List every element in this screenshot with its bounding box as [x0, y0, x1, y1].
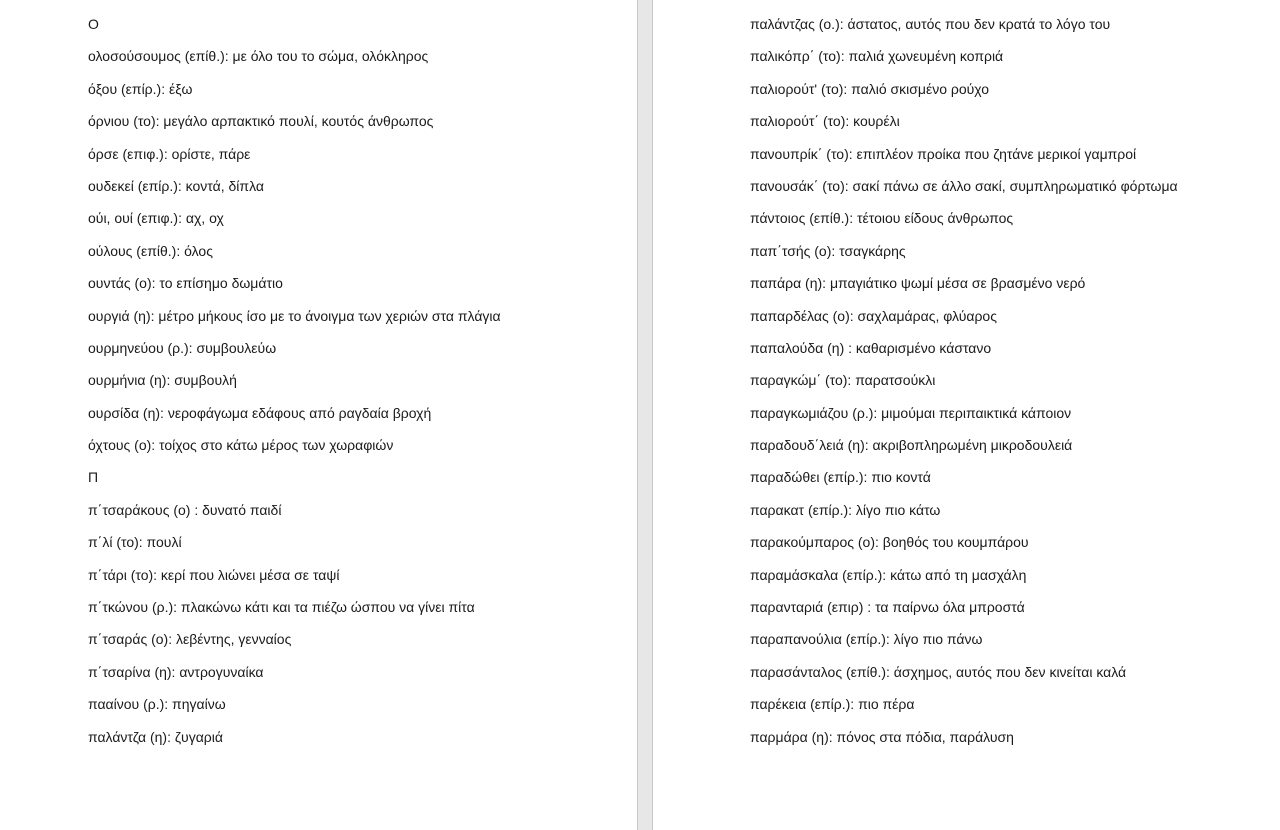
- glossary-entry: παλάντζας (ο.): άστατος, αυτός που δεν κρατά το λόγο του: [750, 16, 1111, 32]
- glossary-entry: παραμάσκαλα (επίρ.): κάτω από τη μασχάλη: [750, 566, 1027, 583]
- glossary-entry: παραδώθει (επίρ.): πιο κοντά: [750, 469, 931, 486]
- glossary-entry: πάντοιος (επίθ.): τέτοιου είδους άνθρωπος: [750, 210, 1014, 227]
- glossary-entry: παλιορούτ΄ (το): κουρέλι: [750, 113, 900, 130]
- glossary-entry: παρμάρα (η): πόνος στα πόδια, παράλυση: [750, 728, 1014, 745]
- glossary-entry: παραπανούλια (επίρ.): λίγο πιο πάνω: [750, 631, 983, 648]
- glossary-entry: όρνιου (το): μεγάλο αρπακτικό πουλί, κουτός άνθρωπος: [88, 113, 434, 130]
- glossary-entry: παρέκεια (επίρ.): πιο πέρα: [750, 696, 915, 713]
- glossary-entry: παραδουδ΄λειά (η): ακριβοπληρωμένη μικροδουλειά: [750, 437, 1073, 454]
- glossary-list-left: [88, 14, 501, 759]
- glossary-entry: παρασάνταλος (επίθ.): άσχημος, αυτός που δεν κινείται καλά: [750, 663, 1127, 680]
- glossary-list-right: [750, 14, 1178, 759]
- glossary-entry: ολοσούσουμος (επίθ.): με όλο του το σώμα, ολόκληρος: [88, 48, 429, 65]
- glossary-entry: παρακούμπαρος (ο): βοηθός του κουμπάρου: [750, 534, 1029, 551]
- glossary-entry: ουρσίδα (η): νεροφάγωμα εδάφους από ραγδαία βροχή: [88, 404, 432, 421]
- glossary-entry: παλιορούτ' (το): παλιό σκισμένο ρούχο: [750, 80, 990, 97]
- glossary-entry: παρανταριά (επιρ) : τα παίρνω όλα μπροστά: [750, 599, 1025, 616]
- glossary-entry: παπ΄τσής (ο): τσαγκάρης: [750, 242, 906, 259]
- glossary-entry: παπαλούδα (η) : καθαρισμένο κάστανο: [750, 339, 992, 356]
- glossary-entry: ουδεκεί (επίρ.): κοντά, δίπλα: [88, 177, 264, 194]
- glossary-entry: όρσε (επιφ.): ορίστε, πάρε: [88, 145, 251, 162]
- document-page-left: [0, 0, 637, 830]
- glossary-entry: π΄τκώνου (ρ.): πλακώνω κάτι και τα πιέζω ώσπου να γίνει πίτα: [88, 599, 475, 616]
- glossary-entry: όξου (επίρ.): έξω: [88, 80, 193, 97]
- glossary-entry: παλάντζα (η): ζυγαριά: [88, 728, 223, 745]
- glossary-entry: πααίνου (ρ.): πηγαίνω: [88, 696, 226, 713]
- glossary-entry: ουρμηνεύου (ρ.): συμβουλεύω: [88, 339, 277, 356]
- glossary-entry: ούι, ουί (επιφ.): αχ, οχ: [88, 210, 224, 227]
- glossary-entry: παρακατ (επίρ.): λίγο πιο κάτω: [750, 501, 941, 518]
- glossary-entry: παπάρα (η): μπαγιάτικο ψωμί μέσα σε βρασμένο νερό: [750, 275, 1086, 292]
- glossary-entry: παραγκωμιάζου (ρ.): μιμούμαι περιπαικτικά κάποιον: [750, 404, 1072, 421]
- glossary-entry: πανουσάκ΄ (το): σακί πάνω σε άλλο σακί, συμπληρωματικό φόρτωμα: [750, 177, 1178, 194]
- glossary-entry: παλικόπρ΄ (το): παλιά χωνευμένη κοπριά: [750, 48, 1004, 65]
- glossary-entry: παπαρδέλας (ο): σαχλαμάρας, φλύαρος: [750, 307, 997, 324]
- glossary-entry: ουργιά (η): μέτρο μήκους ίσο με το άνοιγμα των χεριών στα πλάγια: [88, 307, 501, 324]
- glossary-entry: π΄τσαράκους (ο) : δυνατό παιδί: [88, 501, 282, 518]
- section-letter-pi: Π: [88, 469, 99, 486]
- glossary-entry: ουντάς (ο): το επίσημο δωμάτιο: [88, 275, 283, 292]
- glossary-entry: όχτους (ο): τοίχος στο κάτω μέρος των χωραφιών: [88, 437, 394, 454]
- glossary-entry: πανουπρίκ΄ (το): επιπλέον προίκα που ζητάνε μερικοί γαμπροί: [750, 145, 1137, 162]
- glossary-entry: π΄τάρι (το): κερί που λιώνει μέσα σε ταψί: [88, 566, 340, 583]
- page-gutter-divider: [637, 0, 653, 830]
- section-letter-omicron: Ο: [88, 16, 99, 32]
- glossary-entry: ούλους (επίθ.): όλος: [88, 242, 213, 259]
- glossary-entry: π΄τσαράς (ο): λεβέντης, γενναίος: [88, 631, 292, 648]
- document-page-right: [653, 0, 1280, 830]
- glossary-entry: ουρμήνια (η): συμβουλή: [88, 372, 237, 389]
- glossary-entry: π΄λί (το): πουλί: [88, 534, 182, 551]
- glossary-entry: π΄τσαρίνα (η): αντρογυναίκα: [88, 663, 264, 680]
- glossary-entry: παραγκώμ΄ (το): παρατσούκλι: [750, 372, 936, 389]
